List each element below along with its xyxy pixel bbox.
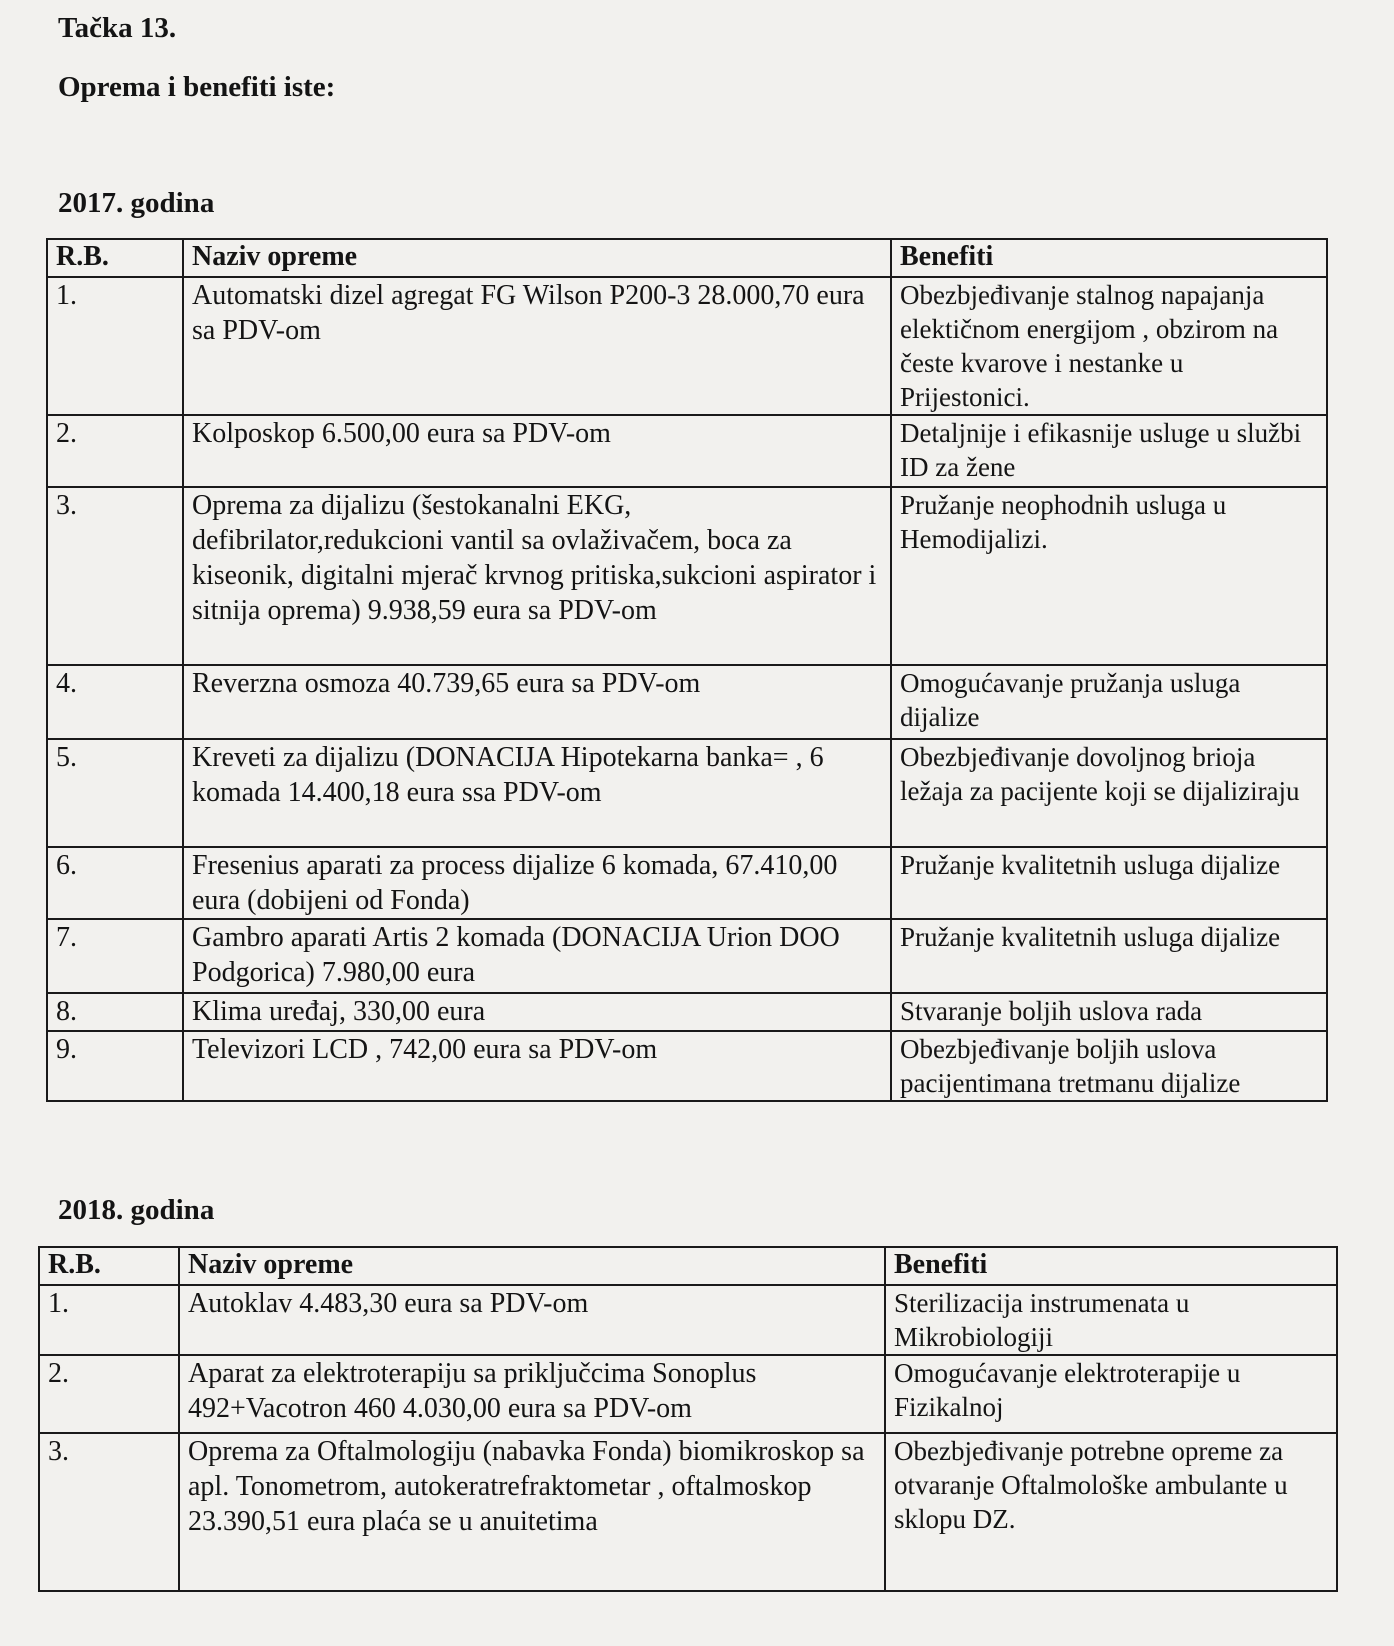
column-header-benefits: Benefiti (891, 239, 1327, 277)
table-row (47, 847, 1327, 919)
table-row (47, 1031, 1327, 1101)
equipment-name: Oprema za dijalizu (šestokanalni EKG, defibrilator,redukcioni vantil sa ovlaživačem, boca za kiseonik, digitalni mjerač krvnog pritiska,sukcioni aspirator i sitnija oprema) 9.938,59 eura sa PDV-om (183, 487, 891, 665)
equipment-benefit: Omogućavanje elektroterapije u Fizikalnoj (885, 1355, 1337, 1433)
row-number: 1. (47, 277, 183, 415)
equipment-name: Gambro aparati Artis 2 komada (DONACIJA Urion DOO Podgorica) 7.980,00 eura (183, 919, 891, 993)
equipment-benefit: Sterilizacija instrumenata u Mikrobiologiji (885, 1285, 1337, 1355)
equipment-name: Televizori LCD , 742,00 eura sa PDV-om (183, 1031, 891, 1101)
row-number: 8. (47, 993, 183, 1031)
equipment-benefit: Pružanje kvalitetnih usluga dijalize (891, 919, 1327, 993)
equipment-benefit: Omogućavanje pružanja usluga dijalize (891, 665, 1327, 739)
equipment-benefit: Stvaranje boljih uslova rada (891, 993, 1327, 1031)
table-row (39, 1285, 1337, 1355)
equipment-benefit: Obezbjeđivanje stalnog napajanja elektičnom energijom , obzirom na česte kvarove i nestanke u Prijestonici. (891, 277, 1327, 415)
column-header-equipment: Naziv opreme (183, 239, 891, 277)
equipment-name: Klima uređaj, 330,00 eura (183, 993, 891, 1031)
table-row (47, 665, 1327, 739)
equipment-name: Fresenius aparati za process dijalize 6 komada, 67.410,00 eura (dobijeni od Fonda) (183, 847, 891, 919)
section-subtitle: Oprema i benefiti iste: (58, 71, 336, 103)
table-row (47, 739, 1327, 847)
row-number: 2. (39, 1355, 179, 1433)
equipment-benefit: Pružanje neophodnih usluga u Hemodijalizi. (891, 487, 1327, 665)
year-heading-2018: 2018. godina (58, 1194, 215, 1226)
table-header-row (39, 1247, 1337, 1285)
column-header-benefits: Benefiti (885, 1247, 1337, 1285)
table-row (47, 277, 1327, 415)
equipment-benefit: Obezbjeđivanje dovoljnog brioja ležaja za pacijente koji se dijaliziraju (891, 739, 1327, 847)
equipment-name: Kreveti za dijalizu (DONACIJA Hipotekarna banka= , 6 komada 14.400,18 eura ssa PDV-om (183, 739, 891, 847)
row-number: 4. (47, 665, 183, 739)
equipment-name: Automatski dizel agregat FG Wilson P200-3 28.000,70 eura sa PDV-om (183, 277, 891, 415)
equipment-table-2018 (38, 1246, 1338, 1592)
row-number: 9. (47, 1031, 183, 1101)
equipment-table-2017 (46, 238, 1328, 1102)
table-row (47, 993, 1327, 1031)
equipment-name: Aparat za elektroterapiju sa priključcima Sonoplus 492+Vacotron 460 4.030,00 eura sa PDV-om (179, 1355, 885, 1433)
equipment-benefit: Pružanje kvalitetnih usluga dijalize (891, 847, 1327, 919)
equipment-benefit: Obezbjeđivanje potrebne opreme za otvaranje Oftalmološke ambulante u sklopu DZ. (885, 1433, 1337, 1591)
table-row (47, 415, 1327, 487)
equipment-name: Oprema za Oftalmologiju (nabavka Fonda) biomikroskop sa apl. Tonometrom, autokeratrefraktometar , oftalmoskop 23.390,51 eura plaća se u anuitetima (179, 1433, 885, 1591)
row-number: 1. (39, 1285, 179, 1355)
column-header-rb: R.B. (47, 239, 183, 277)
equipment-benefit: Obezbjeđivanje boljih uslova pacijentimana tretmanu dijalize (891, 1031, 1327, 1101)
table-row (39, 1355, 1337, 1433)
equipment-name: Reverzna osmoza 40.739,65 eura sa PDV-om (183, 665, 891, 739)
column-header-rb: R.B. (39, 1247, 179, 1285)
column-header-equipment: Naziv opreme (179, 1247, 885, 1285)
row-number: 5. (47, 739, 183, 847)
year-heading-2017: 2017. godina (58, 187, 215, 219)
point-title: Tačka 13. (58, 12, 177, 44)
equipment-name: Kolposkop 6.500,00 eura sa PDV-om (183, 415, 891, 487)
row-number: 6. (47, 847, 183, 919)
row-number: 3. (39, 1433, 179, 1591)
table-row (47, 919, 1327, 993)
row-number: 3. (47, 487, 183, 665)
equipment-benefit: Detaljnije i efikasnije usluge u službi ID za žene (891, 415, 1327, 487)
row-number: 2. (47, 415, 183, 487)
table-row (39, 1433, 1337, 1591)
equipment-name: Autoklav 4.483,30 eura sa PDV-om (179, 1285, 885, 1355)
row-number: 7. (47, 919, 183, 993)
table-header-row (47, 239, 1327, 277)
table-row (47, 487, 1327, 665)
